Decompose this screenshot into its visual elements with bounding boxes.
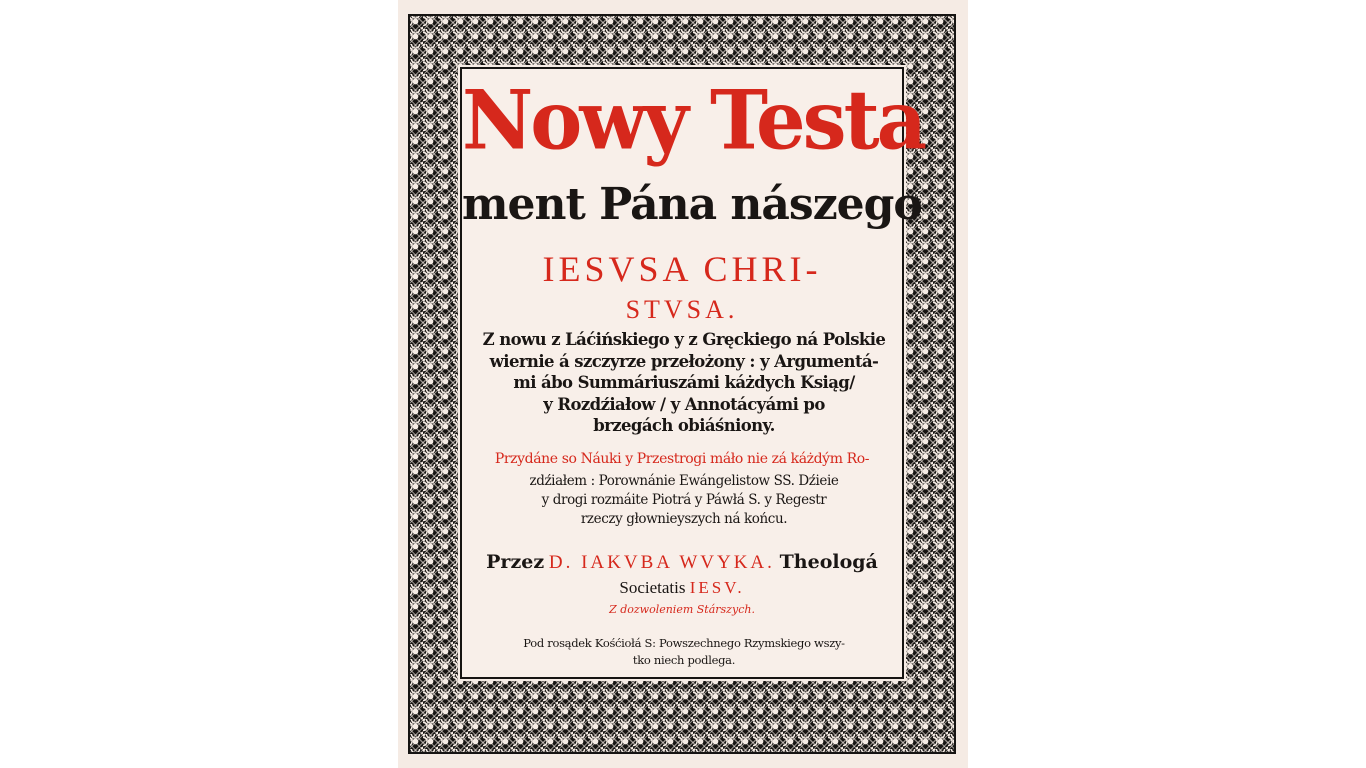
permission-line: Z dozwoleniem Stárszych.: [609, 603, 755, 616]
title-line-1: Nowy Testa: [462, 72, 925, 169]
author-prefix: Przez: [486, 551, 545, 573]
society-line: [462, 577, 902, 599]
author-suffix: Theologá: [779, 551, 878, 573]
title-line-4: STVSA.: [625, 295, 739, 324]
society-name: IESV.: [689, 578, 745, 597]
description-text: Z nowu z Láćińskiego y z Gręckiego ná Polskie wiernie á szczyrze przełożony : y Argumentá- mi ábo Summáriuszámi káżdych Ksiąg/ y Rozdźiałow / y Annotácyámi po brzegách obiáśniony.: [482, 330, 886, 435]
approval-text: Pod rosądek Kośćiołá S: Powszechnego Rzymskiego wszy- tko niech podlega.: [523, 636, 845, 667]
author-line: [462, 549, 902, 576]
title-page-scan: [398, 0, 968, 768]
appendix-text: zdźiałem : Porownánie Ewángelistow SS. Dźieie y drogi rozmáite Piotrá y Páwłá S. y Regestr rzeczy głownieyszych ná końcu.: [529, 473, 839, 527]
author-name: D. IAKVBA WVYKA.: [548, 552, 775, 573]
title-text-panel: [460, 67, 925, 679]
appendix-red-line: Przydáne so Náuki y Przestrogi máło nie zá káżdým Ro-: [494, 451, 870, 467]
society-prefix: Societatis: [619, 578, 686, 597]
title-line-2: ment Pána nászego: [462, 179, 922, 230]
title-line-3: IESVSA CHRI-: [542, 249, 822, 289]
